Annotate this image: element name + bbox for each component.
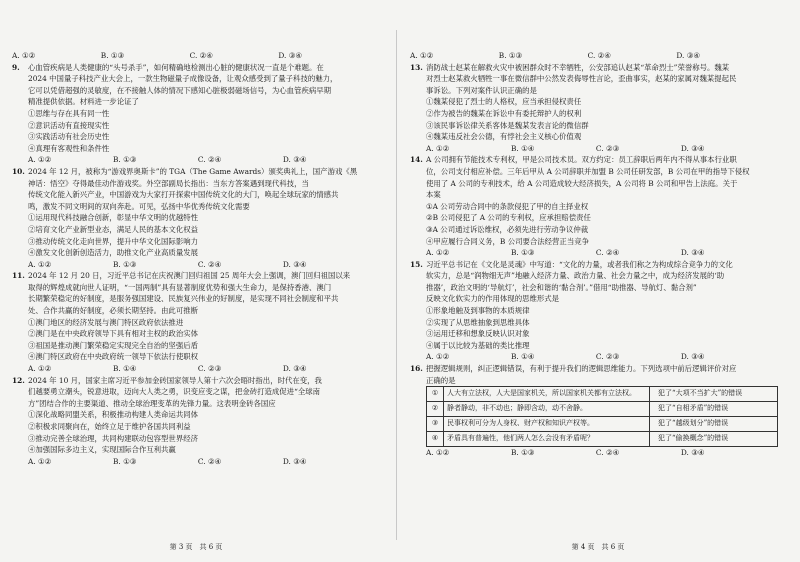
- statement-item: ③实践活动有社会历史性: [28, 132, 110, 142]
- statement-item: ①思维与存在具有同一性: [28, 108, 110, 118]
- table-cell-evaluation: 犯了“大项不当扩大”的错误: [650, 387, 778, 402]
- question-text-line: 传统文化能入新兴产业，中国游戏为大家打开探索中国传统文化的大门，唤起全球玩家的情感共: [28, 190, 339, 200]
- option-a: A. ①②: [426, 448, 450, 458]
- statement-item: ③祖国是推动澳门繁荣稳定实现完全自治的坚强后盾: [28, 340, 198, 350]
- question-12: [12, 375, 382, 410]
- answer-options: [12, 363, 382, 375]
- option-c: C. ②③: [197, 364, 222, 374]
- page-footer: 第 3 页 共 6 页: [169, 543, 223, 552]
- option-a: A. ①②: [426, 143, 450, 153]
- question-text-line: 2024 年 12 月 20 日，习近平总书记在庆祝澳门回归祖国 25 周年大会上强调，澳门回归祖国以来: [28, 271, 351, 281]
- question-13: [410, 62, 780, 97]
- option-a: A. ①②: [426, 352, 450, 362]
- option-b: B. ①④: [510, 352, 535, 362]
- question-text-line: 正确的是: [426, 375, 456, 385]
- question-number: 15.: [410, 259, 423, 269]
- question-text-line: 软实力，总是“润物细无声”地融入经济力量、政治力量、社会力量之中，成为经济发展的‘助: [426, 271, 725, 281]
- table-cell-statement: 民事权利可分为人身权、财产权和知识产权等。: [444, 417, 650, 432]
- question-text-line: 位，公司支付相应补偿。三年后甲从 A 公司辞职并加盟 B 公司任研发部，B 公司在甲的指导下侵权: [426, 166, 750, 176]
- option-a: A. ①②: [28, 364, 52, 374]
- statement-item: ①形象地触及到事物的本质规律: [426, 306, 530, 316]
- option-c: C. ②④: [197, 456, 222, 466]
- table-cell-num: ③: [427, 417, 444, 432]
- option-d: D. ③④: [680, 352, 705, 362]
- question-text-line: 鸣，激发不同文明间的双向奔赴。可见，弘扬中华优秀传统文化需要: [28, 201, 250, 211]
- option-a: A. ①②: [426, 248, 450, 258]
- option-d: D. ③④: [282, 456, 307, 466]
- question-text-line: 长期繁荣稳定的好制度，是服务强国建设、民族复兴伟业的好制度，是实现不同社会制度和平共: [28, 294, 339, 304]
- question-text-line: 消防战士赵某在解救火灾中被困群众时不幸牺牲，公安部追认赵某“革命烈士”荣誉称号。魏某: [426, 62, 730, 72]
- option-b: B. ①③: [510, 448, 535, 458]
- table-row: [427, 432, 778, 447]
- answer-options: [410, 143, 780, 155]
- option-c: C. ②③: [595, 143, 620, 153]
- statement-item: ②意识活动有直接现实性: [28, 120, 110, 130]
- page-4: [402, 0, 794, 562]
- question-text-line: 它可以凭借超强的灵敏度，在不接触人体的情况下感知心脏极弱磁场信号，为心血管疾病早期: [28, 85, 332, 95]
- statement-item: ③A 公司通过诉讼维权，必须先进行劳动争议仲裁: [426, 224, 589, 234]
- question-16: [410, 363, 780, 386]
- question-number: 16.: [410, 364, 423, 374]
- question-number: 14.: [410, 155, 423, 165]
- question-text-line: 心血管疾病是人类健康的“头号杀手”，如何精确地检测出心脏的健康状况一直是个难题。在: [28, 62, 324, 72]
- option-b: B. ①③: [112, 456, 137, 466]
- statement-item: ②作为被告的魏某在诉讼中有委托辩护人的权利: [426, 108, 582, 118]
- answer-options: [12, 50, 382, 62]
- statement-item: ①运用现代科技融合创新，彰显中华文明的优越特性: [28, 213, 198, 223]
- answer-options: [410, 247, 780, 259]
- table-cell-statement: 静者静动，非不动也；静即含动，动不舍静。: [444, 402, 650, 417]
- option-a: A. ①②: [12, 51, 36, 60]
- question-15: [410, 259, 780, 305]
- option-d: D. ③④: [676, 51, 701, 60]
- option-b: B. ①③: [510, 248, 535, 258]
- table-row: [427, 387, 778, 402]
- page-divider: [396, 30, 397, 540]
- statement-item: ④激发文化创新创造活力，助推文化产业高质量发展: [28, 248, 198, 258]
- option-c: C. ②④: [587, 51, 611, 60]
- question-text-line: 精准提供依据。材料进一步论证了: [28, 97, 139, 107]
- answer-options: [410, 351, 780, 363]
- logic-evaluation-table: [426, 386, 778, 447]
- statement-item: ④魏某违反社会公德，有悖社会主义核心价值观: [426, 132, 582, 142]
- option-b: B. ①③: [112, 259, 137, 269]
- statement-item: ①魏某侵犯了烈士的人格权，应当承担侵权责任: [426, 97, 582, 107]
- option-b: B. ①④: [112, 364, 137, 374]
- question-text-line: 习近平总书记在《文化是灵魂》中写道：“文化的力量，或者我们称之为构成综合竞争力的文化: [426, 259, 733, 269]
- statement-item: ②积极求同聚向在，始终立足于维护各国共同利益: [28, 422, 191, 431]
- answer-options: [12, 154, 382, 166]
- table-cell-statement: 人大有立法权，人大是国家机关，所以国家机关都有立法权。: [444, 387, 650, 402]
- question-number: 13.: [410, 62, 423, 72]
- question-text-line: 推器’，政治文明的‘导航灯’，社会和谐的‘黏合剂’。”借用“助推器、导航灯、黏合剂”: [426, 282, 697, 292]
- question-number: 11.: [12, 271, 25, 281]
- statement-item: ④真理有客观性和条件性: [28, 143, 110, 153]
- option-d: D. ③④: [282, 155, 307, 165]
- statement-item: ①深化战略同盟关系，积极推动构建人类命运共同体: [28, 410, 198, 420]
- option-b: B. ①④: [510, 143, 535, 153]
- statement-item: ④甲应履行合同义务，B 公司要合法经营正当竞争: [426, 236, 589, 246]
- statement-item: ④加强国际多边主义，实现国际合作互利共赢: [28, 445, 176, 455]
- option-a: A. ①②: [28, 259, 52, 269]
- question-9: [12, 62, 382, 108]
- question-text-line: 对烈士赵某救火牺牲一事在微信群中公然发表侮辱性言论，歪曲事实，赵某的家属对魏某提起民: [426, 74, 737, 84]
- statement-item: ④属于以比较为基础的类比推理: [426, 340, 530, 350]
- table-row: [427, 402, 778, 417]
- option-d: D. ③④: [282, 364, 307, 374]
- table-cell-evaluation: 犯了“自相矛盾”的错误: [650, 402, 778, 417]
- option-b: B. ①③: [498, 51, 523, 60]
- page-footer: 第 4 页 共 6 页: [571, 543, 625, 552]
- statement-item: ②澳门是在中央政府领导下具有相对主权的政治实体: [28, 329, 198, 339]
- table-cell-statement: 矛盾具有普遍性，他们两人怎么会没有矛盾呢？: [444, 432, 650, 447]
- answer-options: [410, 50, 780, 62]
- option-c: C. ②④: [197, 259, 222, 269]
- statement-item: ②实现了从思维抽象到思维具体: [426, 317, 530, 327]
- table-cell-num: ①: [427, 387, 444, 402]
- question-10: [12, 166, 382, 212]
- question-text-line: 2024 中国量子科技产业大会上，一款生物磁量子成像设备，让观众感受到了量子科技的魅力，: [28, 74, 338, 84]
- option-c: C. ②④: [197, 155, 222, 165]
- statement-item: ①澳门地区的经济发展与澳门特区政府依法推进: [28, 317, 184, 327]
- option-d: D. ③④: [680, 248, 705, 258]
- question-text-line: 2024 年 12 月，被称为“游戏界奥斯卡”的 TGA（The Game Awards）颁奖典礼上，国产游戏《黑: [28, 166, 358, 176]
- question-text-line: A 公司拥有节能技术专利权，甲是公司技术员。双方约定：员工辞职后两年内不得从事本行业职: [426, 155, 737, 165]
- table-cell-evaluation: 犯了“偷换概念”的错误: [650, 432, 778, 447]
- answer-options: [12, 259, 382, 271]
- question-number: 12.: [12, 375, 25, 385]
- statement-item: ③该民事诉讼律关系客体是魏某发表言论的微信群: [426, 120, 589, 130]
- option-d: D. ③④: [680, 448, 705, 458]
- question-number: 10.: [12, 166, 25, 176]
- question-text-line: 神话：悟空》夺得最佳动作游戏奖。外空部副局长指出：当东方答案遇到现代科技，当: [28, 178, 309, 188]
- option-a: A. ①②: [28, 155, 52, 165]
- statement-item: ③推动完善全球治理，共同构建联动包容型世界经济: [28, 433, 198, 443]
- question-14: [410, 154, 780, 200]
- option-b: B. ①③: [112, 155, 137, 165]
- page-3: [0, 0, 392, 562]
- question-text-line: 把握逻辑规则，纠正逻辑错误，有利于提升我们的逻辑思维能力。下列选项中前后逻辑评价对应: [426, 364, 737, 374]
- statement-item: ①A 公司劳动合同中的条款侵犯了甲的自主择业权: [426, 201, 589, 211]
- option-d: D. ③④: [680, 143, 705, 153]
- option-c: C. ②④: [189, 51, 213, 60]
- table-cell-evaluation: 犯了“越级划分”的错误: [650, 417, 778, 432]
- table-cell-num: ②: [427, 402, 444, 417]
- question-text-line: 取得的辉煌成就向世人证明，“一国两制”具有显著制度优势和强大生命力，是保持香港、澳门: [28, 282, 332, 292]
- table-cell-num: ④: [427, 432, 444, 447]
- question-11: [12, 270, 382, 316]
- statement-item: ④澳门特区政府在中央政府统一领导下依法行使职权: [28, 352, 198, 362]
- question-text-line: 反映文化软实力的作用体现的思维形式是: [426, 294, 560, 304]
- option-c: C. ②④: [595, 248, 620, 258]
- option-d: D. ③④: [282, 259, 307, 269]
- question-text-line: 本案: [426, 190, 441, 200]
- question-text-line: 们越要勇立潮头，锐意进取，迈向大人类之勇，识变应变之谋，把金砖打造成促进“全球南: [28, 387, 321, 397]
- question-text-line: 处、合作共赢的好制度，必须长期坚持。由此可推断: [28, 306, 198, 316]
- question-text-line: 使用了 A 公司的专利技术，给 A 公司造成较大经济损失，A 公司将 B 公司和甲告上法庭。关于: [426, 178, 738, 188]
- option-c: C. ②③: [595, 352, 620, 362]
- statement-item: ③推动传统文化走向世界，提升中华文化国际影响力: [28, 236, 198, 246]
- question-text-line: 方”团结合作的主要渠道、推动全球治理变革的先锋力量。这表明金砖各国应: [28, 398, 276, 408]
- option-d: D. ③④: [278, 51, 303, 60]
- statement-item: ③运用迁移和想象反映认识对象: [426, 329, 530, 339]
- option-c: C. ②④: [595, 448, 620, 458]
- answer-options: [410, 447, 780, 459]
- question-number: 9.: [12, 62, 20, 72]
- question-text-line: 2024 年 10 月，国家主席习近平参加金砖国家领导人第十六次会晤时指出，时代在变，我: [28, 375, 322, 385]
- statement-item: ②B 公司侵犯了 A 公司的专利权，应承担赔偿责任: [426, 213, 591, 223]
- option-a: A. ①②: [28, 456, 52, 466]
- statement-item: ②培育文化产业新型业态，满足人民的基本文化权益: [28, 224, 198, 234]
- option-a: A. ①②: [410, 51, 434, 60]
- option-b: B. ①③: [100, 51, 125, 60]
- answer-options: [12, 456, 382, 468]
- table-row: [427, 417, 778, 432]
- question-text-line: 事诉讼。下列对案件认识正确的是: [426, 85, 537, 95]
